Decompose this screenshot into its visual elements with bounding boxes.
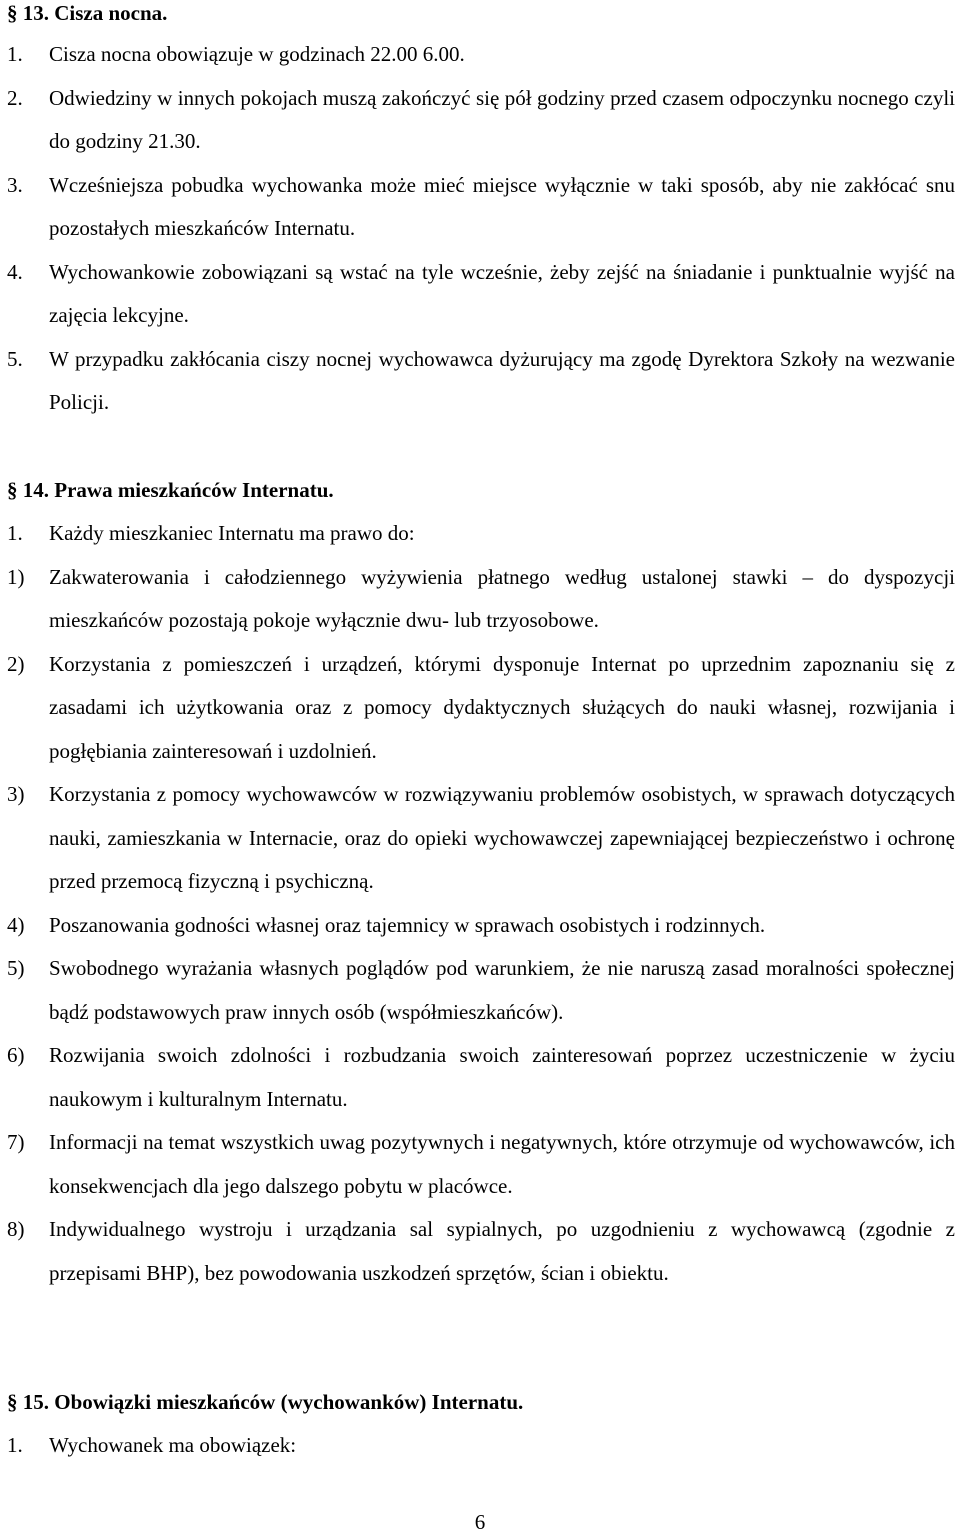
item-text: Wychowanek ma obowiązek: [49, 1433, 297, 1457]
item-text: Swobodnego wyrażania własnych poglądów pod warunkiem, że nie naruszą zasad moralności społecznej bądź podstawowych praw innych osób (współmieszkańców). [49, 956, 955, 1024]
item-text: Wcześniejsza pobudka wychowanka może mieć miejsce wyłącznie w taki sposób, aby nie zakłócać snu pozostałych mieszkańców Internatu. [49, 172, 955, 240]
page-number: 6 [474, 1510, 486, 1534]
item-number: 5) [7, 956, 25, 980]
item-number: 6) [7, 1043, 25, 1067]
section-14-heading: § 14. Prawa mieszkańców Internatu. [7, 478, 334, 502]
section-15-heading: § 15. Obowiązki mieszkańców (wychowanków) Internatu. [7, 1390, 524, 1414]
item-text: Informacji na temat wszystkich uwag pozytywnych i negatywnych, które otrzymuje od wychowawców, ich konsekwencjach dla jego dalszego pobytu w placówce. [49, 1130, 955, 1198]
item-number: 5. [7, 346, 23, 371]
item-number: 3. [7, 172, 23, 197]
item-number: 4) [7, 912, 25, 937]
item-text: Rozwijania swoich zdolności i rozbudzania swoich zainteresowań poprzez uczestniczenie w życiu naukowym i kulturalnym Internatu. [49, 1043, 955, 1111]
item-text: Korzystania z pomieszczeń i urządzeń, którymi dysponuje Internat po uprzednim zapoznaniu się z zasadami ich użytkowania oraz z pomocy dydaktycznych służących do nauki własnej, rozwijania i pogłębiania zainteresowań i uzdolnień. [49, 651, 955, 763]
item-text: Korzystania z pomocy wychowawców w rozwiązywaniu problemów osobistych, w sprawach dotyczących nauki, zamieszkania w Internacie, oraz do opieki wychowawczej zapewniającej bezpieczeństwo i ochronę przed przemocą fizyczną i psychiczną. [49, 782, 955, 893]
list-item [0, 1424, 960, 1468]
section-14-list [0, 512, 960, 1295]
item-text: Cisza nocna obowiązuje w godzinach 22.00 6.00. [49, 42, 465, 66]
item-text: Każdy mieszkaniec Internatu ma prawo do: [49, 521, 415, 545]
item-number: 1) [7, 564, 25, 589]
section-15-list [0, 1424, 960, 1468]
list-item [0, 643, 960, 774]
list-item [0, 1208, 960, 1295]
item-number: 1. [7, 1433, 23, 1457]
item-text: Poszanowania godności własnej oraz tajemnicy w sprawach osobistych i rodzinnych. [49, 912, 766, 937]
list-item [0, 338, 960, 425]
item-number: 4. [7, 259, 23, 284]
list-item [0, 512, 960, 556]
list-item [0, 556, 960, 643]
list-item [0, 773, 960, 904]
item-text: Wychowankowie zobowiązani są wstać na tyle wcześnie, żeby zejść na śniadanie i punktualnie wyjść na zajęcia lekcyjne. [49, 259, 955, 327]
item-number: 2. [7, 85, 23, 110]
list-item [0, 1121, 960, 1208]
item-number: 8) [7, 1217, 25, 1241]
list-item [0, 904, 960, 948]
item-number: 3) [7, 782, 25, 806]
list-item [0, 33, 960, 77]
item-text: Zakwaterowania i całodziennego wyżywienia płatnego według ustalonej stawki – do dyspozycji mieszkańców pozostają pokoje wyłącznie dwu- lub trzyosobowe. [49, 564, 955, 632]
item-text: Odwiedziny w innych pokojach muszą zakończyć się pół godziny przed czasem odpoczynku nocnego czyli do godziny 21.30. [49, 85, 955, 153]
list-item [0, 251, 960, 338]
item-number: 2) [7, 651, 25, 676]
list-item [0, 77, 960, 164]
item-number: 7) [7, 1130, 25, 1154]
item-text: Indywidualnego wystroju i urządzania sal sypialnych, po uzgodnieniu z wychowawcą (zgodnie z przepisami BHP), bez powodowania uszkodzeń sprzętów, ścian i obiektu. [49, 1217, 955, 1285]
list-item [0, 164, 960, 251]
item-number: 1. [7, 42, 23, 66]
item-text: W przypadku zakłócania ciszy nocnej wychowawca dyżurujący ma zgodę Dyrektora Szkoły na wezwanie Policji. [49, 346, 955, 414]
section-13-heading: § 13. Cisza nocna. [7, 1, 168, 25]
section-13-list [0, 33, 960, 425]
list-item [0, 947, 960, 1034]
item-number: 1. [7, 521, 23, 545]
list-item [0, 1034, 960, 1121]
